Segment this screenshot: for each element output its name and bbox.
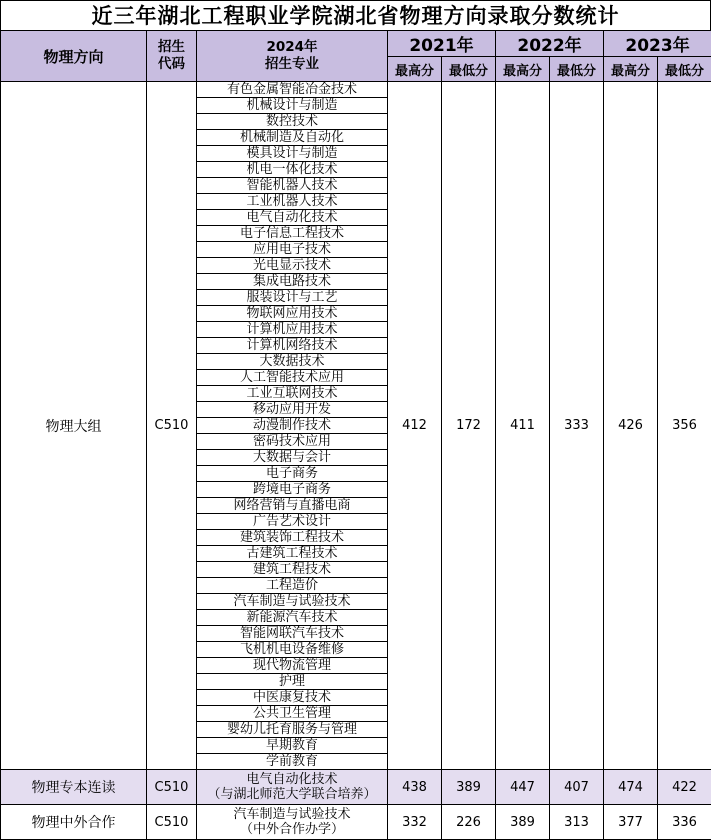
- major-cell: 公共卫生管理: [197, 706, 388, 722]
- major-cell: 机电一体化技术: [197, 162, 388, 178]
- major-cell: 有色金属智能冶金技术: [197, 82, 388, 98]
- major-cell: 电气自动化技术 （与湖北师范大学联合培养）: [197, 770, 388, 805]
- header-year-2022: 2022年: [496, 31, 604, 57]
- major-cell: 工业机器人技术: [197, 194, 388, 210]
- score-cell: 412: [388, 82, 442, 770]
- major-cell: 学前教育: [197, 754, 388, 770]
- major-cell: 飞机机电设备维修: [197, 642, 388, 658]
- major-cell: 古建筑工程技术: [197, 546, 388, 562]
- score-cell: 333: [550, 82, 604, 770]
- score-cell: 411: [496, 82, 550, 770]
- major-cell: 大数据技术: [197, 354, 388, 370]
- header-code: 招生 代码: [147, 31, 197, 82]
- score-cell: 438: [388, 770, 442, 805]
- score-cell: 426: [604, 82, 658, 770]
- major-cell: 机械设计与制造: [197, 98, 388, 114]
- major-cell: 数控技术: [197, 114, 388, 130]
- score-cell: 332: [388, 805, 442, 840]
- major-cell: 密码技术应用: [197, 434, 388, 450]
- major-cell: 机械制造及自动化: [197, 130, 388, 146]
- score-cell: 313: [550, 805, 604, 840]
- major-cell: 物联网应用技术: [197, 306, 388, 322]
- header-max-2023: 最高分: [604, 57, 658, 82]
- score-cell: 389: [496, 805, 550, 840]
- score-cell: 377: [604, 805, 658, 840]
- major-cell: 光电显示技术: [197, 258, 388, 274]
- major-cell: 工业互联网技术: [197, 386, 388, 402]
- header-year-2023: 2023年: [604, 31, 711, 57]
- major-cell: 应用电子技术: [197, 242, 388, 258]
- major-cell: 移动应用开发: [197, 402, 388, 418]
- header-direction: 物理方向: [1, 31, 147, 82]
- major-cell: 早期教育: [197, 738, 388, 754]
- major-cell: 大数据与会计: [197, 450, 388, 466]
- major-cell: 电子商务: [197, 466, 388, 482]
- header-min-2021: 最低分: [442, 57, 496, 82]
- direction-cell: 物理专本连读: [1, 770, 147, 805]
- score-cell: 172: [442, 82, 496, 770]
- major-cell: 建筑工程技术: [197, 562, 388, 578]
- major-cell: 广告艺术设计: [197, 514, 388, 530]
- major-cell: 动漫制作技术: [197, 418, 388, 434]
- major-cell: 服装设计与工艺: [197, 290, 388, 306]
- header-year-2021: 2021年: [388, 31, 496, 57]
- header-max-2021: 最高分: [388, 57, 442, 82]
- major-cell: 网络营销与直播电商: [197, 498, 388, 514]
- direction-cell: 物理中外合作: [1, 805, 147, 840]
- major-cell: 汽车制造与试验技术: [197, 594, 388, 610]
- score-cell: 336: [658, 805, 711, 840]
- header-min-2023: 最低分: [658, 57, 711, 82]
- score-cell: 389: [442, 770, 496, 805]
- major-cell: 现代物流管理: [197, 658, 388, 674]
- sheet-title: 近三年湖北工程职业学院湖北省物理方向录取分数统计: [0, 0, 711, 30]
- major-cell: 计算机应用技术: [197, 322, 388, 338]
- major-cell: 护理: [197, 674, 388, 690]
- major-cell: 人工智能技术应用: [197, 370, 388, 386]
- code-cell: C510: [147, 805, 197, 840]
- header-min-2022: 最低分: [550, 57, 604, 82]
- major-cell: 中医康复技术: [197, 690, 388, 706]
- major-cell: 汽车制造与试验技术 （中外合作办学）: [197, 805, 388, 840]
- major-cell: 建筑装饰工程技术: [197, 530, 388, 546]
- major-cell: 婴幼儿托育服务与管理: [197, 722, 388, 738]
- table-row: [1, 82, 711, 98]
- major-cell: 电子信息工程技术: [197, 226, 388, 242]
- table-row: [1, 805, 711, 840]
- score-cell: 356: [658, 82, 711, 770]
- major-cell: 跨境电子商务: [197, 482, 388, 498]
- major-cell: 模具设计与制造: [197, 146, 388, 162]
- direction-cell: 物理大组: [1, 82, 147, 770]
- score-cell: 422: [658, 770, 711, 805]
- major-cell: 电气自动化技术: [197, 210, 388, 226]
- major-cell: 新能源汽车技术: [197, 610, 388, 626]
- code-cell: C510: [147, 82, 197, 770]
- header-max-2022: 最高分: [496, 57, 550, 82]
- score-cell: 447: [496, 770, 550, 805]
- major-cell: 工程造价: [197, 578, 388, 594]
- major-cell: 计算机网络技术: [197, 338, 388, 354]
- table-row: [1, 770, 711, 805]
- code-cell: C510: [147, 770, 197, 805]
- score-cell: 407: [550, 770, 604, 805]
- major-cell: 智能机器人技术: [197, 178, 388, 194]
- score-cell: 474: [604, 770, 658, 805]
- header-major: 2024年 招生专业: [197, 31, 388, 82]
- major-cell: 集成电路技术: [197, 274, 388, 290]
- score-cell: 226: [442, 805, 496, 840]
- score-table: [0, 30, 711, 840]
- major-cell: 智能网联汽车技术: [197, 626, 388, 642]
